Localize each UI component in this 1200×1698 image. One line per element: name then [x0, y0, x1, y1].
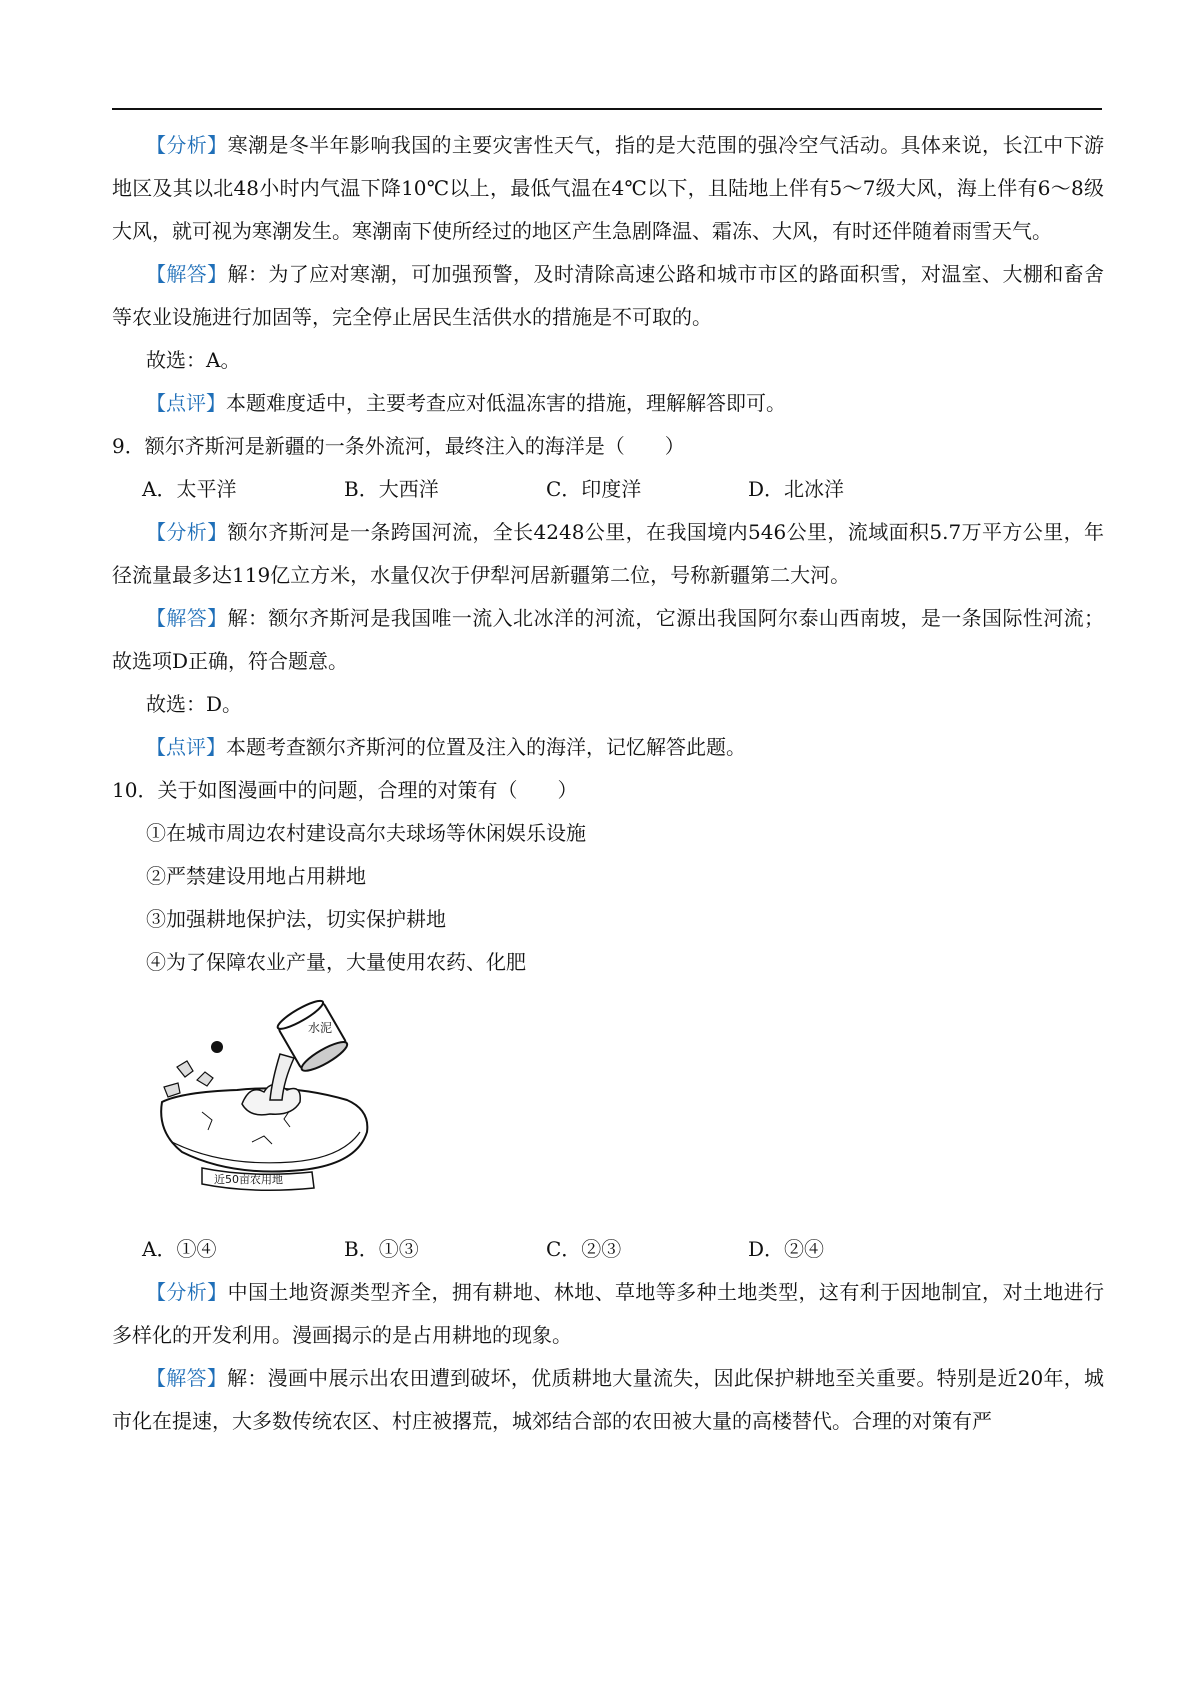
analysis-tag: 【分析】 — [146, 520, 228, 544]
q10-option-c: C．②③ — [546, 1237, 622, 1261]
q8-analysis — [112, 124, 1104, 253]
q10-item-1: ①在城市周边农村建设高尔夫球场等休闲娱乐设施 — [146, 821, 586, 845]
q9-analysis-text: 额尔齐斯河是一条跨国河流，全长4248公里，在我国境内546公里，流域面积5.7万平方公里，年径流量最多达119亿立方米，水量仅次于伊犁河居新疆第二位，号称新疆第二大河。 — [112, 520, 1104, 587]
q9-answer-text: 解：额尔齐斯河是我国唯一流入北冰洋的河流，它源出我国阿尔泰山西南坡，是一条国际性河流；故选项D正确，符合题意。 — [112, 606, 1105, 673]
q10-analysis — [112, 1271, 1104, 1357]
comment-tag: 【点评】 — [146, 735, 226, 759]
q10-item-2: ②严禁建设用地占用耕地 — [146, 864, 366, 888]
analysis-tag: 【分析】 — [146, 1280, 228, 1304]
analysis-tag: 【分析】 — [146, 133, 228, 157]
comment-tag: 【点评】 — [146, 391, 226, 415]
answer-tag: 【解答】 — [146, 606, 228, 630]
q9-option-a: A．太平洋 — [142, 477, 237, 501]
q8-analysis-text: 寒潮是冬半年影响我国的主要灾害性天气，指的是大范围的强冷空气活动。具体来说，长江中下游地区及其以北48小时内气温下降10℃以上，最低气温在4℃以下，且陆地上伴有5～7级大风，海上伴有6～8级大风，就可视为寒潮发生。寒潮南下使所经过的地区产生急剧降温、霜冻、大风，有时还伴随着雨雪天气。 — [112, 133, 1105, 243]
q10-item-3: ③加强耕地保护法，切实保护耕地 — [146, 907, 446, 931]
q9-answer — [112, 597, 1104, 683]
cartoon-figure — [112, 984, 1104, 1228]
q9-stem: 9．额尔齐斯河是新疆的一条外流河，最终注入的海洋是（ ） — [112, 434, 685, 458]
q8-choice: 故选：A。 — [146, 348, 241, 372]
q8-answer-text: 解：为了应对寒潮，可加强预警，及时清除高速公路和城市市区的路面积雪，对温室、大棚和畜舍等农业设施进行加固等，完全停止居民生活供水的措施是不可取的。 — [112, 262, 1105, 329]
q8-comment-text: 本题难度适中，主要考查应对低温冻害的措施，理解解答即可。 — [226, 391, 786, 415]
q10-options — [112, 1228, 1104, 1271]
answer-tag: 【解答】 — [146, 1366, 228, 1390]
header-rule — [112, 108, 1102, 110]
q9-option-d: D．北冰洋 — [748, 477, 845, 501]
answer-tag: 【解答】 — [146, 262, 228, 286]
q10-answer — [112, 1357, 1104, 1443]
q10-option-d: D．②④ — [748, 1237, 825, 1261]
q10-analysis-text: 中国土地资源类型齐全，拥有耕地、林地、草地等多种土地类型，这有利于因地制宜，对土地进行多样化的开发利用。漫画揭示的是占用耕地的现象。 — [112, 1280, 1105, 1347]
bucket-label: 水泥 — [308, 1021, 333, 1035]
q8-answer — [112, 253, 1104, 339]
q10-stem: 10．关于如图漫画中的问题，合理的对策有（ ） — [112, 778, 578, 802]
q10-option-b: B．①③ — [344, 1237, 419, 1261]
q9-choice: 故选：D。 — [146, 692, 243, 716]
q9-analysis — [112, 511, 1104, 597]
document-body — [112, 124, 1104, 1443]
q9-comment — [112, 726, 1104, 769]
q10-item-4: ④为了保障农业产量，大量使用农药、化肥 — [146, 950, 526, 974]
q9-options — [112, 468, 1104, 511]
q9-option-b: B．大西洋 — [344, 477, 439, 501]
q9-comment-text: 本题考查额尔齐斯河的位置及注入的海洋，记忆解答此题。 — [226, 735, 746, 759]
q8-comment — [112, 382, 1104, 425]
q10-option-a: A．①④ — [142, 1237, 217, 1261]
q10-answer-text: 解：漫画中展示出农田遭到破坏，优质耕地大量流失，因此保护耕地至关重要。特别是近20年，城市化在提速，大多数传统农区、村庄被撂荒，城郊结合部的农田被大量的高楼替代。合理的对策有严 — [112, 1366, 1104, 1433]
field-label: 近50亩农用地 — [214, 1173, 283, 1186]
cartoon-illustration — [142, 992, 382, 1192]
q9-option-c: C．印度洋 — [546, 477, 642, 501]
